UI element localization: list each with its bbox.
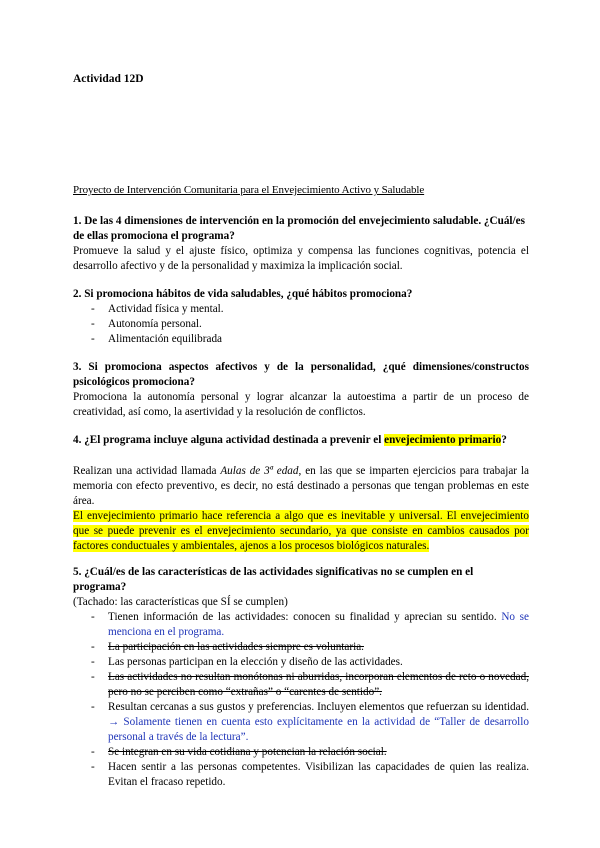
answer-1: Promueve la salud y el ajuste físico, optimiza y compensa las funciones cognitivas, potencia el desarrollo afectivo y de la personalidad y maximiza la implicación social. (73, 245, 529, 272)
list-item: - Tienen información de las actividades: conocen su finalidad y aprecian su sentido. No se menciona en el programa. (91, 611, 529, 638)
question-2-section (73, 287, 529, 347)
question-3: 3. Si promociona aspectos afectivos y de la personalidad, ¿qué dimensiones/constructos psicológicos promociona? (73, 361, 529, 388)
question-5-section (73, 565, 529, 790)
list-item: - Actividad física y mental. (91, 303, 224, 315)
list-item: - Se integran en su vida cotidiana y potencian la relación social. (91, 746, 387, 758)
question-5-note: (Tachado: las características que SÍ se cumplen) (73, 596, 288, 608)
comment-text: → Solamente tienen en cuenta esto explícitamente en la actividad de “Taller de desarrollo personal a través de la lectura”. (108, 716, 529, 743)
list-item: - Resultan cercanas a sus gustos y preferencias. Incluyen elementos que refuerzan su identidad. → Solamente tienen en cuenta esto explícitamente en la actividad de “Taller de desarrollo personal a través de la lectura”. (91, 701, 529, 743)
list-item: - Autonomía personal. (91, 318, 202, 330)
characteristics-list (73, 610, 529, 790)
question-3-section (73, 360, 529, 420)
list-item: - La participación en las actividades siempre es voluntaria. (91, 641, 364, 653)
list-item: - Alimentación equilibrada (91, 333, 223, 345)
answer-3: Promociona la autonomía personal y lograr alcanzar la autoestima a partir de un proceso de creatividad, así como, la asertividad y la resolución de conflictos. (73, 391, 529, 418)
question-1-section (73, 214, 529, 274)
question-5: 5. ¿Cuál/es de las características de las actividades significativas no se cumplen en el programa? (73, 566, 474, 593)
highlighted-term: envejecimiento primario (384, 434, 502, 446)
activity-title: Actividad 12D (73, 73, 144, 85)
question-2: 2. Si promociona hábitos de vida saludables, ¿qué hábitos promociona? (73, 288, 413, 300)
list-item: - Las actividades no resultan monótonas ni aburridas, incorporan elementos de reto o novedad, pero no se perciben como “extrañas” o “carentes de sentido”. (91, 671, 529, 698)
list-item: - Las personas participan en la elección y diseño de las actividades. (91, 656, 403, 668)
answer-4-paragraph: Realizan una actividad llamada Aulas de 3ª edad, en las que se imparten ejercicios para trabajar la memoria con efecto preventivo, es decir, no está destinado a personas que tengan problemas en este área. (73, 465, 529, 507)
answer-4-note: El envejecimiento primario hace referencia a algo que es inevitable y universal. El envejecimiento que se puede prevenir es el envejecimiento secundario, ya que consiste en cambios causados por factores conductuales y ambientales, ajenos a los procesos biológicos naturales. (73, 510, 529, 552)
project-title: Proyecto de Intervención Comunitaria para el Envejecimiento Activo y Saludable (73, 184, 425, 196)
activity-name: Aulas de 3ª edad (220, 465, 299, 477)
comment-text: No se menciona en el programa. (108, 611, 529, 638)
question-1: 1. De las 4 dimensiones de intervención en la promoción del envejecimiento saludable. ¿Cuál/es de ellas promociona el programa? (73, 215, 525, 242)
list-item: - Hacen sentir a las personas competentes. Visibilizan las capacidades de quien las realiza. Evitan el fracaso repetido. (91, 761, 529, 788)
question-4: 4. ¿El programa incluye alguna actividad destinada a prevenir el envejecimiento primario? (73, 434, 507, 446)
question-4-section (73, 433, 529, 554)
habits-list (73, 302, 529, 347)
